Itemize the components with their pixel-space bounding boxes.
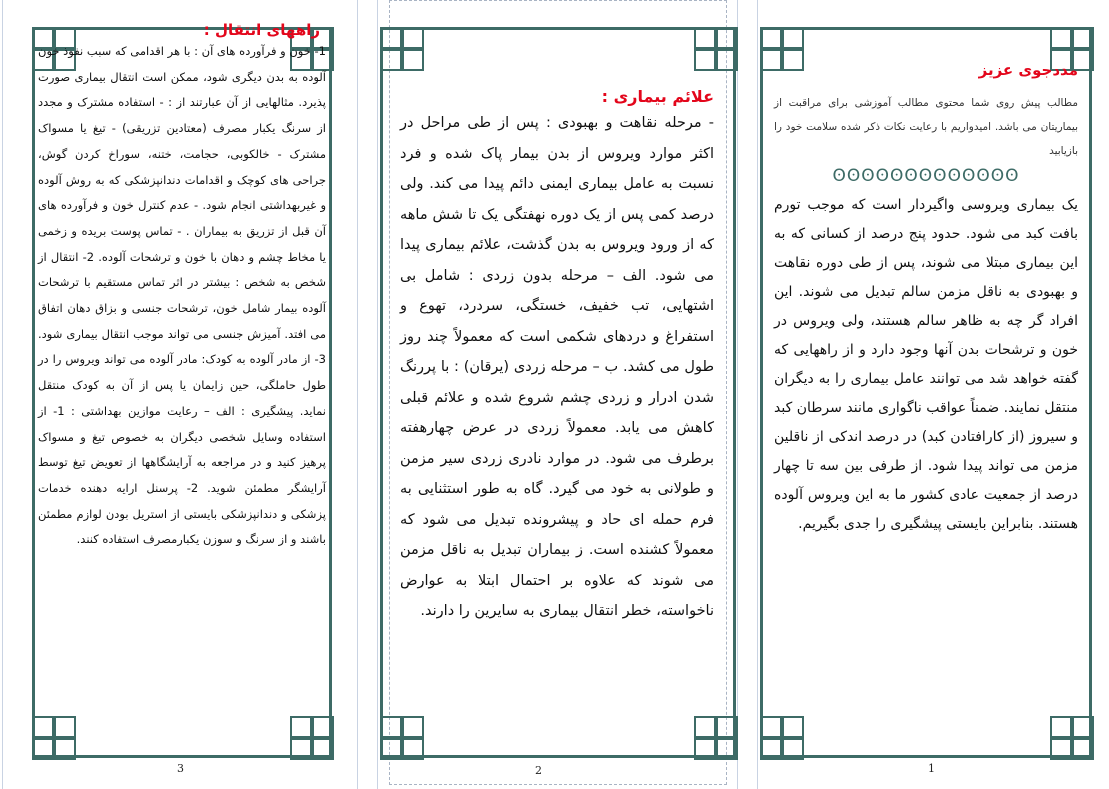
panel-intro — [760, 27, 1092, 758]
section-body: 1- خون و فرآورده های آن : با هر اقدامی که سبب نفوذ خون آلوده به بدن دیگری شود، ممکن است انتقال بیماری صورت پذیرد. مثالهایی از آن عبارتند از : - استفاده مشترک و مجدد از سرنگ یکبار مصرف (معتادین تزریقی) - تیغ یا مسواک مشترک - خالکوبی، حجامت، ختنه، سوراخ کردن گوش، جراحی های کوچک و اقدامات دندانپزشکی که به روش آلوده و غیربهداشتی انجام شود. - عدم کنترل خون و فرآورده های آن قبل از تزریق به بیماران . - تماس پوست بریده و زخمی یا مخاط چشم و دهان با خون و ترشحات آلوده. 2- انتقال از شخص به شخص : بیشتر در اثر تماس مستقیم با ترشحات آلوده بیمار شامل خون، ترشحات جنسی و بزاق دهان اتفاق می افتد. آمیزش جنسی می تواند موجب انتقال بیماری شود. 3- از مادر آلوده به کودک: مادر آلوده می تواند ویروس را در طول حاملگی، حین زایمان یا پس از آن به کودک منتقل نماید. پیشگیری : الف – رعایت موازین بهداشتی : 1- از استفاده وسایل شخصی دیگران به خصوص تیغ و مسواک پرهیز کنید و در مراجعه به آرایشگاهها از تعویض تیغ توسط آرایشگر مطمئن شوید. 2- پرسنل ارایه دهنده خدمات پزشکی و دندانپزشکی بایستی از استریل بودن لوازم مطمئن باشند و از سرنگ و سوزن یکبارمصرف استفاده کنند. — [38, 44, 326, 547]
page-guide-line — [737, 0, 738, 789]
corner-ornament — [1050, 716, 1092, 758]
intro-text: مطالب پیش روی شما محتوی مطالب آموزشی برای مراقبت از بیماریتان می باشد. امیدواریم با رعایت نکات ذکر شده سلامت خود را بازیابید — [774, 97, 1078, 157]
section-title: علائم بیماری : — [601, 87, 714, 106]
corner-ornament — [694, 716, 736, 758]
page-number: 3 — [177, 762, 184, 775]
corner-ornament — [694, 27, 736, 69]
page-guide-line — [2, 0, 3, 789]
page-guide-line — [377, 0, 378, 789]
page-guide-line — [357, 0, 358, 789]
decorative-ornament: ʘʘʘʘʘʘʘʘʘʘʘʘʘ — [832, 166, 1020, 186]
panel-transmission — [32, 21, 332, 758]
corner-ornament — [760, 716, 802, 758]
section-body: یک بیماری ویروسی واگیردار است که موجب تورم بافت کبد می شود. حدود پنج درصد از کسانی که به این بیماری مبتلا می شوند، پس از طی دوره نقاهت و بهبودی به ناقل مزمن سالم تبدیل می شوند. این افراد گر چه به ظاهر سالم هستند، ولی ویروس در خون و ترشحات بدن آنها وجود دارد و از راههایی که گفته خواهد شد می توانند عامل بیماری را به دیگران منتقل نمایند. ضمناً عواقب ناگواری مانند سرطان کبد و سیروز (از کارافتادن کبد) در درصد اندکی از ناقلین مزمن می تواند پیدا شود. از طرفی بین سه تا چهار درصد از جمعیت عادی کشور ما به این ویروس آلوده هستند. بنابراین بایستی پیشگیری را جدی بگیریم. — [774, 197, 1078, 532]
section-body: - مرحله نقاهت و بهبودی : پس از طی مراحل در اکثر موارد ویروس از بدن بیمار پاک شده و فرد نسبت به عامل بیماری ایمنی دائم پیدا می کند. ولی درصد کمی پس از یک دوره نهفتگی یک تا شش ماهه که از ورود ویروس به بدن گذشت، علائم بیماری پیدا می شود. الف – مرحله بدون زردی : شامل بی اشتهایی، تب خفیف، خستگی، سردرد، تهوع و استفراغ و دردهای شکمی است که معمولاً چند روز طول می کشد. ب – مرحله زردی (یرقان) : با پررنگ شدن ادرار و زردی چشم شروع شده و علائم قبلی کاهش می یابد. معمولاً زردی در عرض چهارهفته برطرف می شود. در موارد نادری زردی سیر مزمن و طولانی به خود می گیرد. گاه به طور استثنایی به فرم حمله ای حاد و پیشرونده تبدیل می شود که معمولاً کشنده است. ز بیماران تبدیل به ناقل مزمن می شوند که علاوه بر احتمال ابتلا به عوارض ناخواسته، خطر انتقال بیماری به سایرین را دارند. — [400, 115, 714, 619]
page-number: 1 — [928, 762, 935, 775]
corner-ornament — [380, 27, 422, 69]
page-guide-line — [757, 0, 758, 789]
corner-ornament — [32, 716, 74, 758]
corner-ornament — [290, 716, 332, 758]
section-title: راههای انتقال : — [203, 21, 320, 39]
panel-content — [38, 21, 326, 553]
section-title: مددجوی عزیز — [978, 61, 1078, 79]
panel-content — [400, 87, 714, 627]
corner-ornament — [380, 716, 422, 758]
panel-content — [774, 61, 1078, 539]
page-number: 2 — [535, 764, 542, 777]
panel-symptoms — [380, 27, 736, 758]
